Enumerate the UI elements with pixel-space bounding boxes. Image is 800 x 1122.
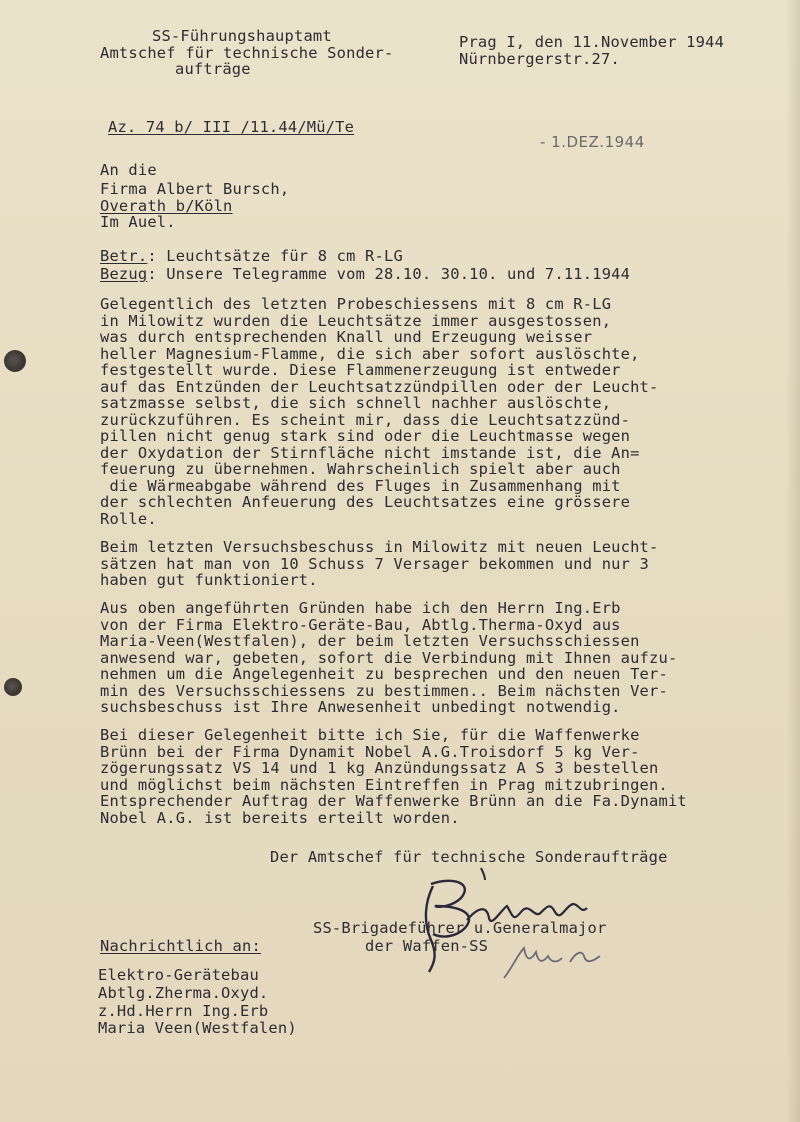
body-line: Beim letzten Versuchsbeschuss in Milowitz mit neuen Leucht- [100,538,659,556]
cc-line: Maria Veen(Westfalen) [98,1019,297,1037]
body-line: der Oxydation der Stirnfläche nicht imstande ist, die An= [100,443,640,462]
body-line: festgestellt wurde. Diese Flammenerzeugung ist entweder [100,361,621,379]
page-edge-shadow [786,0,800,1122]
place-date: Prag I, den 11.November 1944 [459,33,725,51]
body-line: Maria-Veen(Westfalen), der beim letzten Versuchsschiessen [100,632,640,650]
body-line: Brünn bei der Firma Dynamit Nobel A.G.Troisdorf 5 kg Ver- [100,742,640,761]
body-line: was durch entsprechenden Knall und Erzeugung weisser [100,328,593,346]
reference-number: Az. 74 b/ III /11.44/Mü/Te [108,118,355,136]
body-line: Nobel A.G. ist bereits erteilt worden. [100,808,460,827]
body-line: Entsprechender Auftrag der Waffenwerke Brünn an die Fa.Dynamit [100,792,687,810]
body-line: anwesend war, gebeten, sofort die Verbindung mit Ihnen aufzu- [100,648,678,667]
recipient-line: An die [100,161,157,179]
punch-hole [4,350,26,372]
subject-line [100,248,403,264]
body-line: heller Magnesium-Flamme, die sich aber sofort auslöschte, [100,344,640,363]
recipient-line: Overath b/Köln [100,197,233,215]
sender-dept: Amtschef für technische Sonder- [100,44,394,62]
body-line: von der Firma Elektro-Geräte-Bau, Abtlg.Therma-Oxyd aus [100,615,621,634]
punch-hole [4,678,22,696]
reference-text: : Unsere Telegramme vom 28.10. 30.10. und 7.11.1944 [147,265,631,283]
cc-heading: Nachrichtlich an: [100,937,261,955]
body-line: zurückzuführen. Es scheint mir, dass die Leuchtsatzzünd- [100,410,631,429]
body-line: sätzen hat man von 10 Schuss 7 Versager bekommen und nur 3 [100,554,650,573]
body-line: der schlechten Anfeuerung des Leuchtsatzes eine grössere [100,493,631,511]
body-line: pillen nicht genug stark sind oder die Leuchtmasse wegen [100,427,631,445]
body-line: und möglichst beim nächsten Eintreffen in Prag mitzubringen. [100,775,668,794]
recipient-line: Im Auel. [100,213,176,231]
body-line: auf das Entzünden der Leuchtsatzzündpillen oder der Leucht- [100,377,659,396]
initials-mark [500,938,610,983]
body-line: suchsbeschuss ist Ihre Anwesenheit unbedingt notwendig. [100,698,621,716]
sender-dept-cont: aufträge [175,60,251,78]
reference-line [100,266,630,282]
recipient-line: Firma Albert Bursch, [100,180,290,198]
body-line: nehmen um die Angelegenheit zu besprechen und den neuen Ter- [100,665,668,683]
body-line: zögerungssatz VS 14 und 1 kg Anzündungssatz A S 3 bestellen [100,759,659,777]
body-line: Aus oben angeführten Gründen habe ich den Herrn Ing.Erb [100,599,621,617]
body-line: feuerung zu übernehmen. Wahrscheinlich spielt aber auch [100,460,621,478]
cc-line: Elektro-Gerätebau [98,966,259,984]
body-line: die Wärmeabgabe während des Fluges in Zusammenhang mit [100,476,621,495]
reference-label: Bezug [100,265,148,283]
body-line: in Milowitz wurden die Leuchtsätze immer ausgestossen, [100,311,612,330]
body-line: min des Versuchsschiessens zu bestimmen.. Beim nächsten Ver- [100,681,668,700]
signatory-rank: SS-Brigadeführer u.Generalmajor [313,919,607,937]
body-line: Rolle. [100,509,157,528]
body-line: Bei dieser Gelegenheit bitte ich Sie, für die Waffenwerke [100,726,640,744]
body-line: haben gut funktioniert. [100,571,318,589]
closing-title: Der Amtschef für technische Sonderaufträge [270,848,668,866]
cc-line: z.Hd.Herrn Ing.Erb [98,1002,269,1020]
body-line: Gelegentlich des letzten Probeschiessens mit 8 cm R-LG [100,295,612,313]
subject-label: Betr. [100,247,148,265]
cc-line: Abtlg.Zherma.Oxyd. [98,984,269,1002]
sender-office: SS-Führungshauptamt [152,27,332,45]
subject-text: : Leuchtsätze für 8 cm R-LG [147,247,403,265]
body-line: satzmasse selbst, die sich schnell nachher auslöschte, [100,394,612,412]
signatory-rank-cont: der Waffen-SS [365,937,489,955]
received-stamp: - 1.DEZ.1944 [540,133,645,151]
sender-address: Nürnbergerstr.27. [459,50,620,68]
